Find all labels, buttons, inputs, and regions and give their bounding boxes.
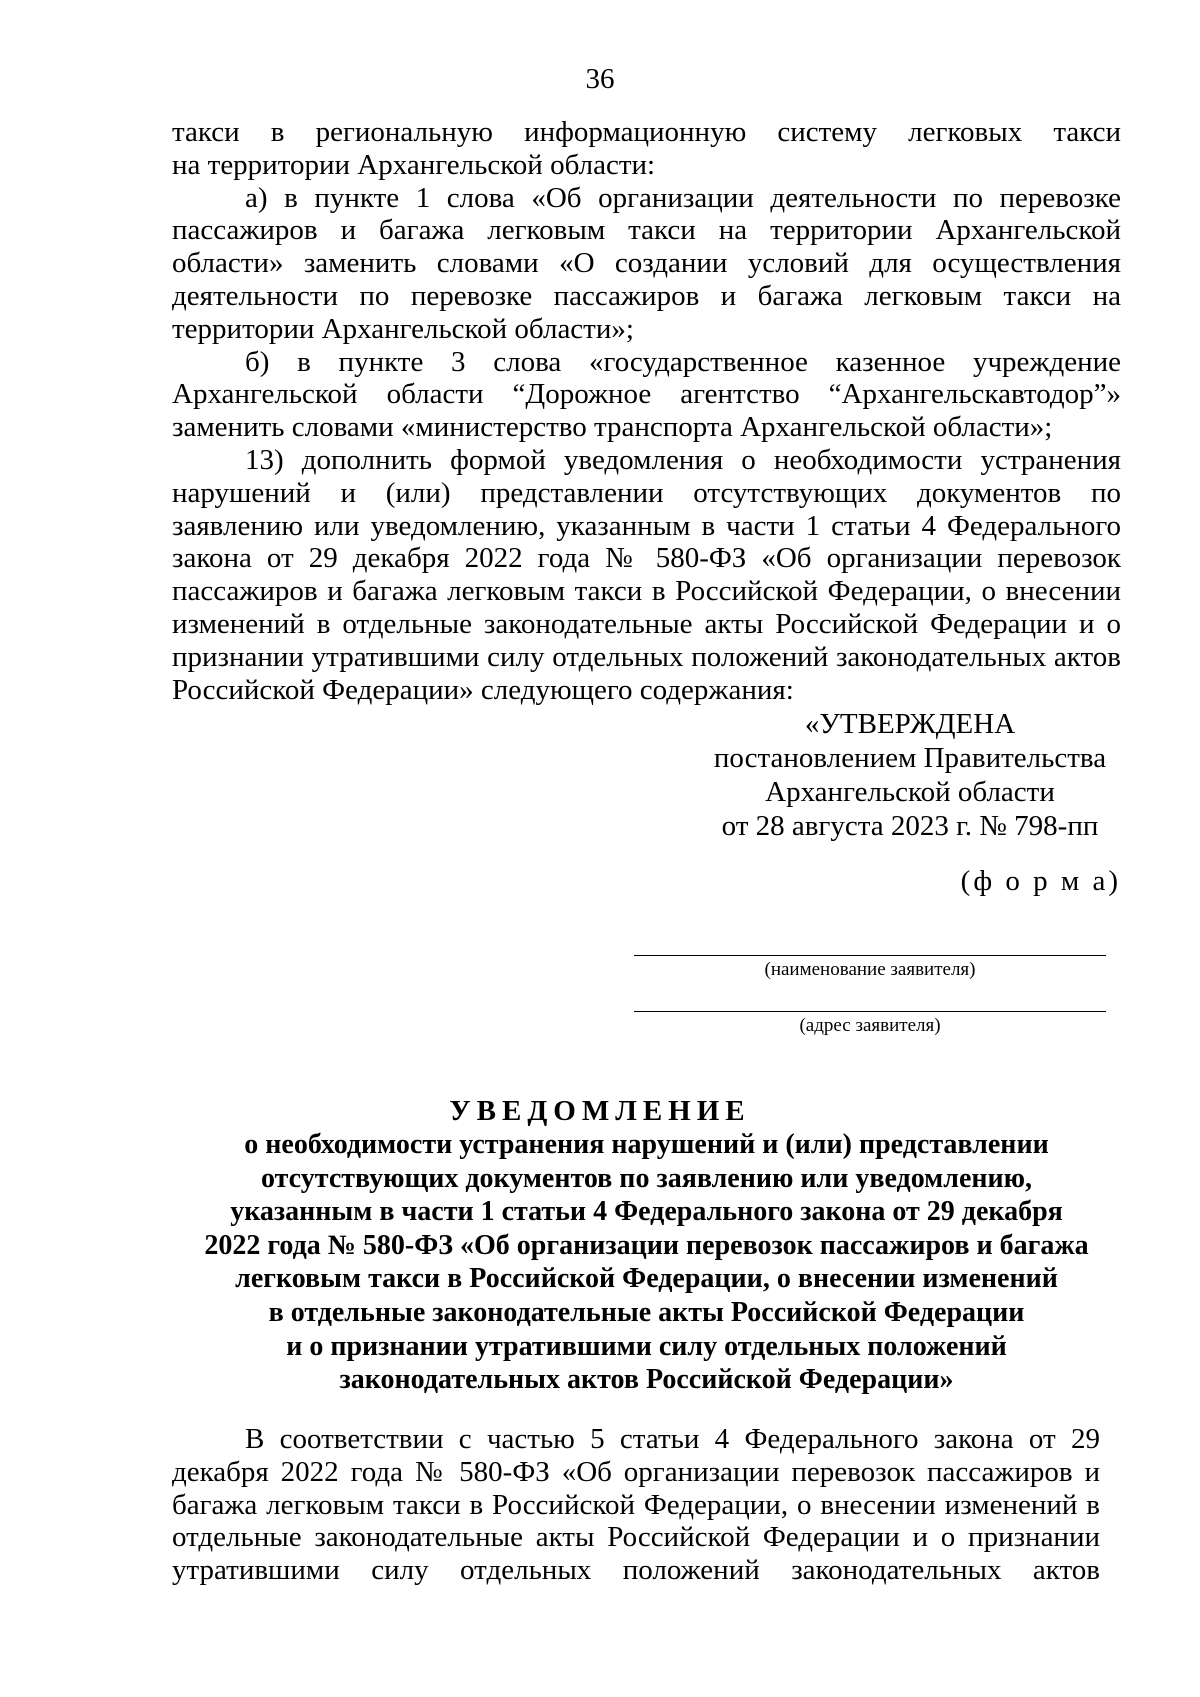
approval-line-1: «УТВЕРЖДЕНА: [804, 708, 1016, 740]
notice-subtitle-line: 2022 года № 580-ФЗ «Об организации перевозок пассажиров и багажа: [204, 1229, 1089, 1261]
applicant-name-caption: (наименование заявителя): [764, 959, 976, 980]
notice-subtitle-line: легковым такси в Российской Федерации, о внесении изменений: [235, 1263, 1058, 1295]
intro-line-1: такси в региональную информационную систему легковых такси: [172, 116, 1121, 148]
notice-body: [172, 1423, 1100, 1587]
amendment-text: [172, 116, 1121, 706]
notice-subtitle-line: и о признании утратившими силу отдельных положений: [286, 1330, 1007, 1362]
approval-stamp: [680, 707, 1140, 843]
notice-title: УВЕДОМЛЕНИЕ: [449, 1095, 751, 1127]
item-b: б) в пункте 3 слова «государственное казенное учреждение Архангельской области “Дорожное агентство “Архангельскавтодор”» заменить словами «министерство транспорта Архангельской области»;: [172, 345, 1121, 444]
applicant-name-line: [634, 955, 1106, 956]
approval-line-3: Архангельской области: [765, 776, 1055, 808]
approval-line-4: от 28 августа 2023 г. № 798-пп: [721, 810, 1099, 842]
item-a: а) в пункте 1 слова «Об организации деятельности по перевозке пассажиров и багажа легковым такси на территории Архангельской области» заменить словами «О создании условий для осуществления деятельности по перевозке пассажиров и багажа легковым такси на территории Архангельской области»;: [172, 181, 1121, 345]
notice-subtitle: [172, 1128, 1121, 1397]
applicant-address-caption: (адрес заявителя): [799, 1015, 941, 1036]
notice-subtitle-line: указанным в части 1 статьи 4 Федерального закона от 29 декабря: [230, 1196, 1063, 1228]
item-13: 13) дополнить формой уведомления о необходимости устранения нарушений и (или) представлении отсутствующих документов по заявлению или уведомлению, указанным в части 1 статьи 4 Федерального закона от 29 декабря 2022 года № 580-ФЗ «Об организации перевозок пассажиров и багажа легковым такси в Российской Федерации, о внесении изменений в отдельные законодательные акты Российской Федерации и о признании утратившими силу отдельных положений законодательных актов Российской Федерации» следующего содержания:: [172, 443, 1121, 706]
page-number: 36: [585, 63, 615, 95]
notice-body-paragraph: В соответствии с частью 5 статьи 4 Федерального закона от 29 декабря 2022 года № 580-ФЗ «Об организации перевозок пассажиров и багажа легковым такси в Российской Федерации, о внесении изменений в отдельные законодательные акты Российской Федерации и о признании утратившими силу отдельных положений законодательных актов: [172, 1423, 1100, 1587]
approval-line-2: постановлением Правительства: [713, 742, 1107, 774]
intro-line-2: на территории Архангельской области:: [172, 148, 656, 181]
notice-subtitle-line: законодательных актов Российской Федерации»: [339, 1364, 954, 1396]
notice-subtitle-line: отсутствующих документов по заявлению или уведомлению,: [260, 1162, 1033, 1194]
notice-subtitle-line: в отдельные законодательные акты Российской Федерации: [268, 1296, 1025, 1328]
form-label: (ф о р м а): [960, 865, 1121, 897]
applicant-address-line: [634, 1011, 1106, 1012]
notice-subtitle-line: о необходимости устранения нарушений и (или) представлении: [244, 1129, 1049, 1160]
